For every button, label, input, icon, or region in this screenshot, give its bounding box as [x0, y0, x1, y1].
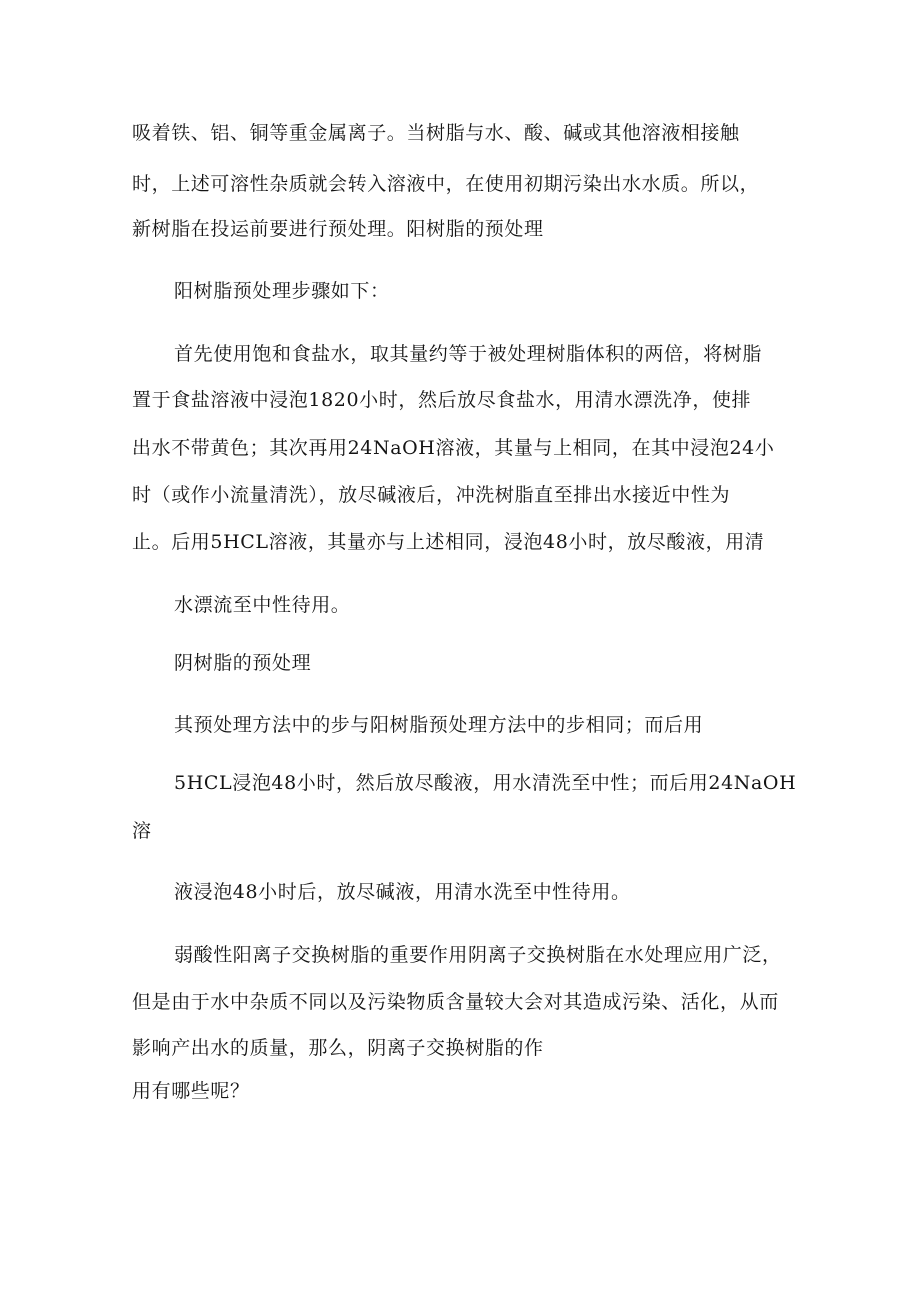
text-line: 出水不带黄色；其次再用24NaOH溶液，其量与上相同，在其中浸泡24小 — [132, 437, 775, 459]
text-line: 用有哪些呢？ — [132, 1080, 250, 1102]
text-line: 止。后用5HCL溶液，其量亦与上述相同，浸泡48小时，放尽酸液，用清 — [132, 531, 765, 553]
text-line: 液浸泡48小时后，放尽碱液，用清水洗至中性待用。 — [174, 881, 631, 903]
text-line: 但是由于水中杂质不同以及污染物质含量较大会对其造成污染、活化，从而 — [132, 991, 779, 1013]
section-heading: 阴树脂的预处理 — [174, 652, 312, 674]
text-line: 溶 — [132, 820, 152, 842]
text-line: 5HCL浸泡48小时，然后放尽酸液，用水清洗至中性；而后用24NaOH — [174, 772, 797, 794]
text-line: 置于食盐溶液中浸泡1820小时，然后放尽食盐水，用清水漂洗净，使排 — [132, 389, 752, 411]
text-line: 时（或作小流量清洗），放尽碱液后，冲洗树脂直至排出水接近中性为 — [132, 484, 731, 506]
text-line: 吸着铁、铝、铜等重金属离子。当树脂与水、酸、碱或其他溶液相接触 — [132, 122, 740, 144]
text-line: 时，上述可溶性杂质就会转入溶液中，在使用初期污染出水水质。所以， — [132, 173, 760, 195]
text-line: 新树脂在投运前要进行预处理。阳树脂的预处理 — [132, 218, 544, 240]
text-line: 影响产出水的质量，那么，阴离子交换树脂的作 — [132, 1037, 544, 1059]
text-line: 阳树脂预处理步骤如下： — [174, 280, 390, 302]
text-line: 首先使用饱和食盐水，取其量约等于被处理树脂体积的两倍，将树脂 — [174, 343, 763, 365]
text-line: 水漂流至中性待用。 — [174, 594, 351, 616]
text-line: 弱酸性阳离子交换树脂的重要作用阴离子交换树脂在水处理应用广泛， — [174, 944, 782, 966]
text-line: 其预处理方法中的步与阳树脂预处理方法中的步相同；而后用 — [174, 714, 704, 736]
